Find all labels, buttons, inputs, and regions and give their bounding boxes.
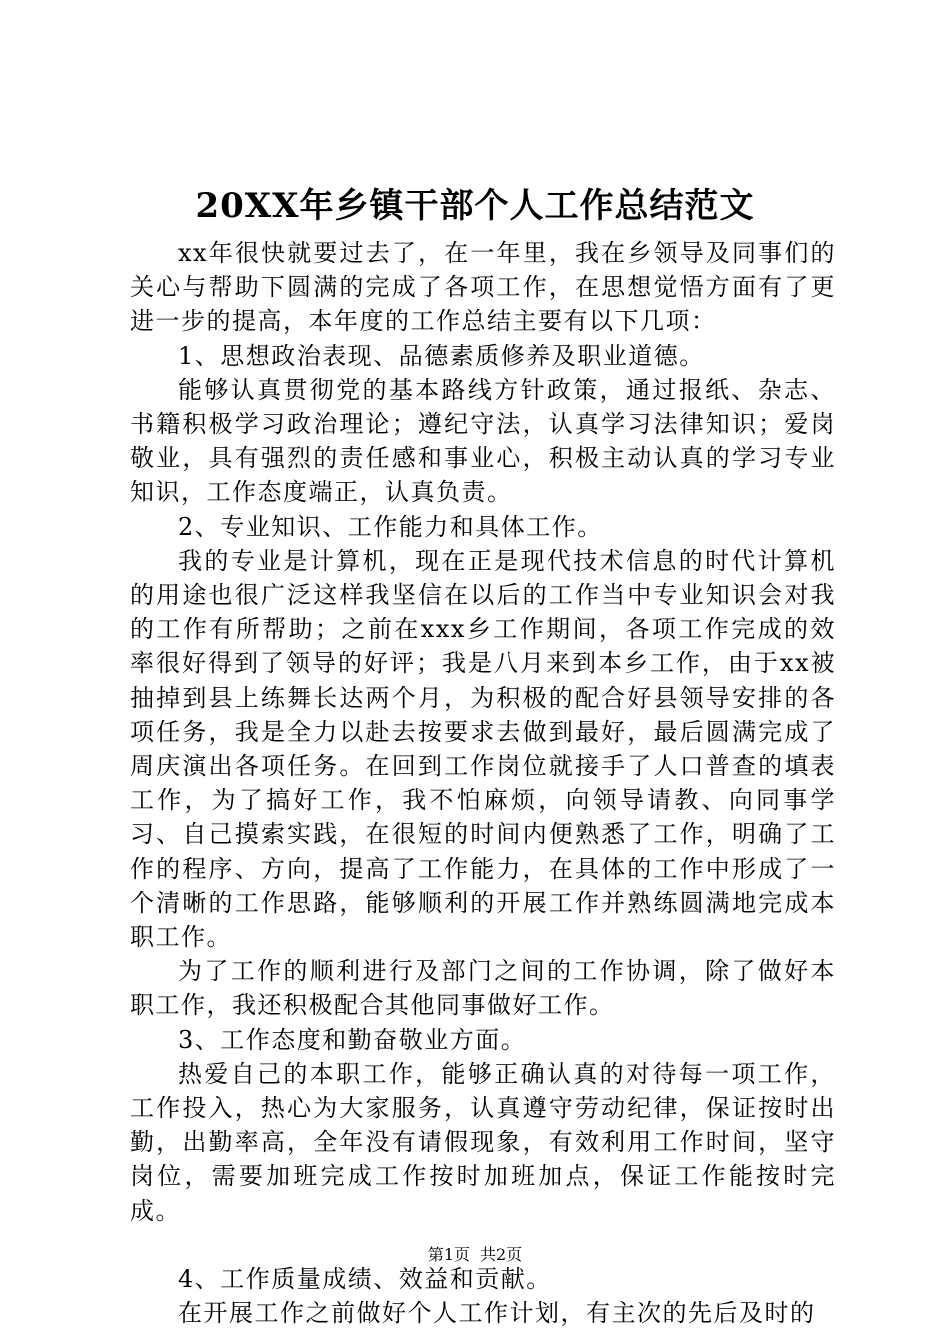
section-heading-2: 2、专业知识、工作能力和具体工作。 (178, 512, 603, 541)
section-heading-4: 4、工作质量成绩、效益和贡献。 (178, 1264, 552, 1293)
paragraph-section-3: 热爱自己的本职工作，能够正确认真的对待每一项工作，工作投入，热心为大家服务，认真遵守劳动纪律，保证按时出勤，出勤率高，全年没有请假现象，有效利用工作时间，坚守岗位，需要加班完成工作按时加班加点，保证工作能按时完成。 (130, 1059, 836, 1225)
page-number-total: 共2页 (480, 1245, 523, 1264)
paragraph-section-4: 在开展工作之前做好个人工作计划，有主次的先后及时的 (178, 1299, 816, 1328)
paragraph-intro: xx年很快就要过去了，在一年里，我在乡领导及同事们的关心与帮助下圆满的完成了各项工作，在思想觉悟方面有了更进一步的提高，本年度的工作总结主要有以下几项： (130, 239, 836, 336)
page-number-current: 第1页 (427, 1245, 470, 1264)
paragraph-section-2: 我的专业是计算机，现在正是现代技术信息的时代计算机的用途也很广泛这样我坚信在以后的工作当中专业知识会对我的工作有所帮助；之前在xxx乡工作期间，各项工作完成的效率很好得到了领导的好评；我是八月来到本乡工作，由于xx被抽掉到县上练舞长达两个月，为积极的配合好县领导安排的各项任务，我是全力以赴去按要求去做到最好，最后圆满完成了周庆演出各项任务。在回到工作岗位就接手了人口普查的填表工作，为了搞好工作，我不怕麻烦，向领导请教、向同事学习、自己摸索实践，在很短的时间内便熟悉了工作，明确了工作的程序、方向，提高了工作能力，在具体的工作中形成了一个清晰的工作思路，能够顺利的开展工作并熟练圆满地完成本职工作。 (130, 546, 836, 952)
document-title: 20XX年乡镇干部个人工作总结范文 (195, 186, 755, 226)
paragraph-section-1: 能够认真贯彻党的基本路线方针政策，通过报纸、杂志、书籍积极学习政治理论；遵纪守法，认真学习法律知识；爱岗敬业，具有强烈的责任感和事业心，积极主动认真的学习专业知识，工作态度端正，认真负责。 (130, 375, 836, 507)
section-heading-1: 1、思想政治表现、品德素质修养及职业道德。 (178, 341, 705, 370)
section-heading-3: 3、工作态度和勤奋敬业方面。 (178, 1025, 527, 1054)
page-footer (0, 1243, 950, 1267)
paragraph-section-2-cooperation: 为了工作的顺利进行及部门之间的工作协调，除了做好本职工作，我还积极配合其他同事做好工作。 (130, 957, 836, 1020)
document-body (130, 236, 836, 1330)
